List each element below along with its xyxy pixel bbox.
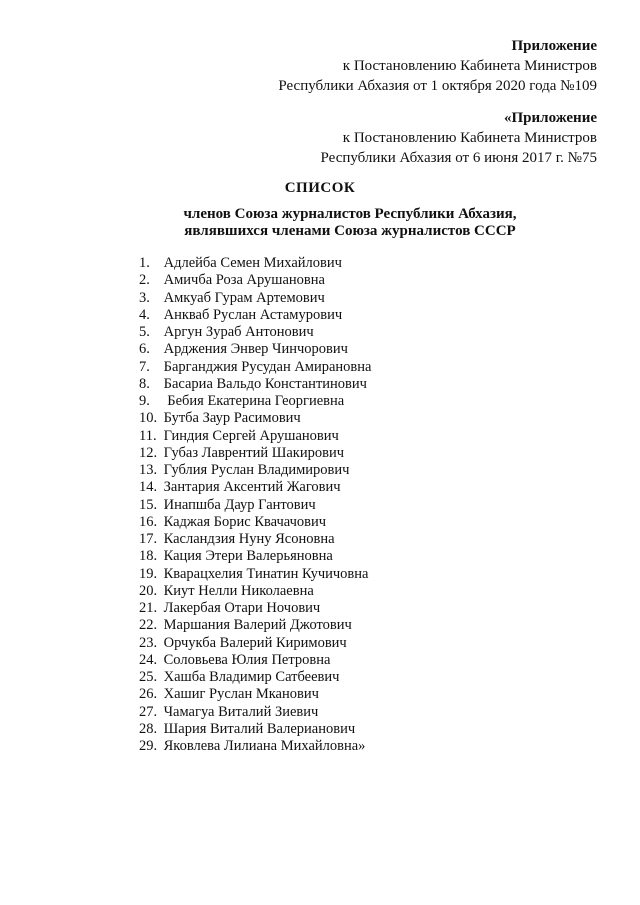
list-item-number: 1. bbox=[139, 255, 150, 271]
appendix-current-line1: к Постановлению Кабинета Министров bbox=[342, 58, 597, 74]
list-item bbox=[139, 617, 371, 634]
list-item bbox=[139, 359, 371, 376]
list-item bbox=[139, 721, 371, 738]
list-item bbox=[139, 462, 371, 479]
list-item bbox=[139, 307, 371, 324]
list-item-number: 5. bbox=[139, 324, 150, 340]
list-item-number: 12. bbox=[139, 444, 158, 461]
list-item-number: 26. bbox=[139, 686, 158, 703]
list-item-name: Амичба Роза Арушановна bbox=[163, 272, 325, 289]
list-item-name: Кация Этери Валерьяновна bbox=[163, 548, 333, 565]
list-item-number: 15. bbox=[139, 496, 158, 513]
list-item-name: Хашиг Руслан Мканович bbox=[163, 686, 319, 703]
list-item-name: Арджения Энвер Чинчорович bbox=[163, 341, 348, 358]
list-item bbox=[139, 324, 371, 341]
list-item bbox=[139, 428, 371, 445]
list-item-name: Зантария Аксентий Жагович bbox=[163, 479, 341, 496]
list-item bbox=[139, 566, 371, 583]
list-item bbox=[139, 738, 371, 755]
list-item-number: 4. bbox=[139, 306, 150, 323]
list-item-name: Инапшба Даур Гантович bbox=[163, 496, 316, 513]
list-item-number: 14. bbox=[139, 479, 158, 496]
list-item-number: 16. bbox=[139, 513, 158, 530]
list-item-name: Гублия Руслан Владимирович bbox=[163, 462, 350, 478]
list-item-number: 8. bbox=[139, 375, 150, 392]
list-item bbox=[139, 272, 371, 289]
list-item-name: Адлейба Семен Михайлович bbox=[163, 255, 342, 271]
list-item-name: Орчукба Валерий Киримович bbox=[163, 634, 347, 651]
list-item bbox=[139, 393, 371, 410]
list-item-number: 23. bbox=[139, 634, 158, 651]
list-item-number: 22. bbox=[139, 617, 158, 634]
list-item bbox=[139, 531, 371, 548]
list-item bbox=[139, 376, 371, 393]
list-item-number: 24. bbox=[139, 651, 158, 668]
list-item-number: 9. bbox=[139, 393, 150, 409]
list-item-name: Каджая Борис Квачачович bbox=[163, 513, 327, 530]
list-item-number: 6. bbox=[139, 341, 150, 358]
list-item-name: Анкваб Руслан Астамурович bbox=[163, 306, 343, 323]
list-item-number: 11. bbox=[139, 427, 157, 444]
list-item-name: Яковлева Лилиана Михайловна» bbox=[163, 738, 366, 754]
list-item-name: Басариа Вальдо Константинович bbox=[163, 375, 367, 392]
appendix-original-block bbox=[321, 108, 597, 168]
list-item-number: 10. bbox=[139, 410, 158, 427]
document-title: СПИСОК bbox=[284, 180, 356, 196]
list-item-number: 20. bbox=[139, 582, 158, 599]
list-item bbox=[139, 514, 371, 531]
list-item-number: 25. bbox=[139, 669, 158, 685]
list-item-name: Губаз Лаврентий Шакирович bbox=[163, 444, 344, 461]
list-item-name: Бебия Екатерина Георгиевна bbox=[163, 393, 345, 409]
list-item-name: Шария Виталий Валерианович bbox=[163, 720, 356, 737]
list-item bbox=[139, 410, 371, 427]
list-item-name: Барганджия Русудан Амирановна bbox=[163, 358, 372, 375]
list-item bbox=[139, 290, 371, 307]
list-item bbox=[139, 652, 371, 669]
list-item bbox=[139, 600, 371, 617]
document-subtitle-line2: являвшихся членами Союза журналистов СССР bbox=[184, 223, 516, 239]
list-item bbox=[139, 255, 371, 272]
list-item-number: 2. bbox=[139, 272, 150, 289]
list-item bbox=[139, 341, 371, 358]
list-item-name: Маршания Валерий Джотович bbox=[163, 617, 352, 634]
list-item-name: Чамагуа Виталий Зиевич bbox=[163, 703, 319, 720]
list-item-name: Бутба Заур Расимович bbox=[163, 410, 301, 427]
appendix-current-heading: Приложение bbox=[511, 38, 597, 54]
list-item bbox=[139, 445, 371, 462]
list-item-name: Гиндия Сергей Арушанович bbox=[163, 427, 339, 444]
appendix-original-line2: Республики Абхазия от 6 июня 2017 г. №75 bbox=[320, 150, 597, 166]
list-item-number: 3. bbox=[139, 289, 150, 306]
appendix-original-heading: «Приложение bbox=[504, 110, 597, 126]
document-subtitle bbox=[0, 206, 640, 240]
list-item-name: Лакербая Отари Ночович bbox=[163, 600, 321, 616]
list-item bbox=[139, 497, 371, 514]
appendix-original-line1: к Постановлению Кабинета Министров bbox=[342, 130, 597, 146]
list-item bbox=[139, 548, 371, 565]
list-item-number: 18. bbox=[139, 548, 158, 565]
list-item-number: 27. bbox=[139, 703, 158, 720]
list-item-name: Кварацхелия Тинатин Кучичовна bbox=[163, 565, 369, 582]
list-item bbox=[139, 704, 371, 721]
list-item bbox=[139, 479, 371, 496]
list-item bbox=[139, 635, 371, 652]
list-item bbox=[139, 669, 371, 686]
list-item-number: 29. bbox=[139, 738, 158, 754]
list-item-name: Киут Нелли Николаевна bbox=[163, 582, 314, 599]
list-item-number: 17. bbox=[139, 531, 158, 547]
list-item bbox=[139, 686, 371, 703]
list-item-name: Аргун Зураб Антонович bbox=[163, 324, 314, 340]
list-item-name: Касландзия Нуну Ясоновна bbox=[163, 531, 335, 547]
list-item-number: 21. bbox=[139, 600, 158, 616]
list-item bbox=[139, 583, 371, 600]
members-list bbox=[139, 255, 371, 755]
list-item-number: 19. bbox=[139, 565, 158, 582]
document-subtitle-line1: членов Союза журналистов Республики Абхазия, bbox=[183, 206, 517, 222]
list-item-name: Соловьева Юлия Петровна bbox=[163, 651, 331, 668]
appendix-current-block bbox=[278, 36, 597, 96]
list-item-number: 28. bbox=[139, 720, 158, 737]
appendix-current-line2: Республики Абхазия от 1 октября 2020 года №109 bbox=[278, 78, 597, 94]
list-item-name: Хашба Владимир Сатбеевич bbox=[163, 669, 340, 685]
list-item-number: 7. bbox=[139, 358, 150, 375]
list-item-number: 13. bbox=[139, 462, 158, 478]
list-item-name: Амкуаб Гурам Артемович bbox=[163, 289, 325, 306]
